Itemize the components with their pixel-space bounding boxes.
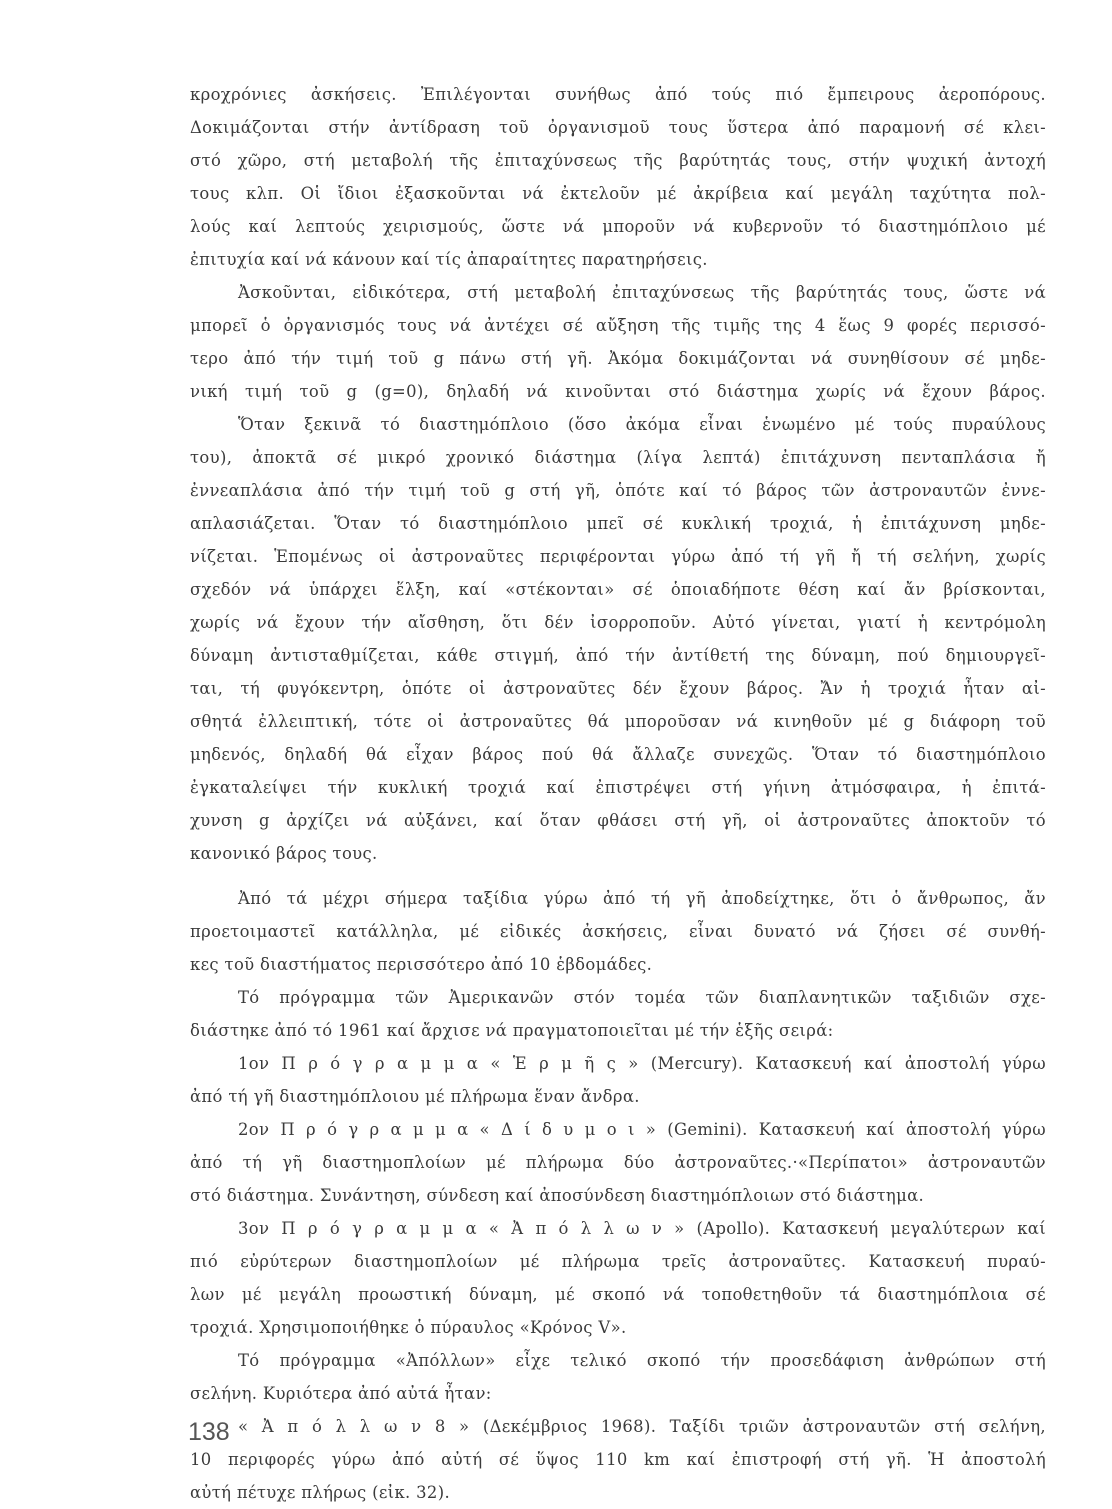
text-column xyxy=(190,78,1046,1509)
text-line: μηδενός, δηλαδή θά εἶχαν βάρος πού θά ἄλλαζε συνεχῶς. Ὅταν τό διαστημόπλοιο xyxy=(190,745,1046,764)
text-line: χυνση g ἀρχίζει νά αὐξάνει, καί ὅταν φθάσει στή γῆ, οἱ ἀστροναῦτες ἀποκτοῦν τό xyxy=(190,811,1046,830)
text-line: τροχιά. Χρησιμοποιήθηκε ὁ πύραυλος «Κρόνος V». xyxy=(190,1318,627,1337)
text-line: χωρίς νά ἔχουν τήν αἴσθηση, ὅτι δέν ἰσορροποῦν. Αὐτό γίνεται, γιατί ἡ κεντρόμολη xyxy=(190,613,1046,632)
text-line: σχεδόν νά ὑπάρχει ἕλξη, καί «στέκονται» σέ ὁποιαδήποτε θέση καί ἄν βρίσκονται, xyxy=(190,580,1046,599)
text-line: του), ἀποκτᾶ σέ μικρό χρονικό διάστημα (λίγα λεπτά) ἐπιτάχυνση πενταπλάσια ἤ xyxy=(190,448,1046,467)
text-line: διάστηκε ἀπό τό 1961 καί ἄρχισε νά πραγματοποιεῖται μέ τήν ἑξῆς σειρά: xyxy=(190,1021,834,1040)
text-line: λούς καί λεπτούς χειρισμούς, ὥστε νά μποροῦν νά κυβερνοῦν τό διαστημόπλοιο μέ xyxy=(190,217,1046,236)
text-line: ἐννεαπλάσια ἀπό τήν τιμή τοῦ g στή γῆ, ὁπότε καί τό βάρος τῶν ἀστροναυτῶν ἐννε- xyxy=(190,481,1046,500)
text-line: σελήνη. Κυριότερα ἀπό αὐτά ἦταν: xyxy=(190,1384,492,1403)
text-line: Τό πρόγραμμα τῶν Ἀμερικανῶν στόν τομέα τῶν διαπλανητικῶν ταξιδιῶν σχε- xyxy=(238,988,1046,1007)
text-line: κες τοῦ διαστήματος περισσότερο ἀπό 10 ἑβδομάδες. xyxy=(190,955,653,974)
text-line: 3ον Π ρ ό γ ρ α μ μ α « Ἀ π ό λ λ ω ν » (Apollo). Κατασκευή μεγαλύτερων καί xyxy=(238,1219,1046,1238)
text-line: μπορεῖ ὁ ὀργανισμός τους νά ἀντέχει σέ αὔξηση τῆς τιμῆς της 4 ἕως 9 φορές περισσό- xyxy=(190,316,1046,335)
text-line: νίζεται. Ἑπομένως οἱ ἀστροναῦτες περιφέρονται γύρω ἀπό τή γῆ ἤ τή σελήνη, χωρίς xyxy=(190,547,1046,566)
text-line: στό διάστημα. Συνάντηση, σύνδεση καί ἀποσύνδεση διαστημόπλοιων στό διάστημα. xyxy=(190,1186,925,1205)
text-line: κροχρόνιες ἀσκήσεις. Ἐπιλέγονται συνήθως ἀπό τούς πιό ἔμπειρους ἀεροπόρους. xyxy=(190,85,1046,104)
text-line: 1ον Π ρ ό γ ρ α μ μ α « Ἑ ρ μ ῆ ς » (Mercury). Κατασκευή καί ἀποστολή γύρω xyxy=(238,1054,1046,1073)
text-line: Ἀπό τά μέχρι σήμερα ταξίδια γύρω ἀπό τή γῆ ἀποδείχτηκε, ὅτι ὁ ἄνθρωπος, ἄν xyxy=(238,889,1046,908)
text-line: Ὅταν ξεκινᾶ τό διαστημόπλοιο (ὅσο ἀκόμα εἶναι ἑνωμένο μέ τούς πυραύλους xyxy=(238,415,1046,434)
text-line: ἀπό τή γῆ διαστημόπλοιου μέ πλήρωμα ἕναν ἄνδρα. xyxy=(190,1087,640,1106)
text-line: πιό εὐρύτερων διαστημοπλοίων μέ πλήρωμα τρεῖς ἀστροναῦτες. Κατασκευή πυραύ- xyxy=(190,1252,1046,1271)
paragraph-gap xyxy=(190,870,1046,882)
page-number: 138 xyxy=(188,1418,230,1446)
text-line: Δοκιμάζονται στήν ἀντίδραση τοῦ ὀργανισμοῦ τους ὕστερα ἀπό παραμονή σέ κλει- xyxy=(190,118,1046,137)
text-line: προετοιμαστεῖ κατάλληλα, μέ εἰδικές ἀσκήσεις, εἶναι δυνατό νά ζήσει σέ συνθή- xyxy=(190,922,1046,941)
text-line: τερο ἀπό τήν τιμή τοῦ g πάνω στή γῆ. Ἀκόμα δοκιμάζονται νά συνηθίσουν σέ μηδε- xyxy=(190,349,1046,368)
text-line: απλασιάζεται. Ὅταν τό διαστημόπλοιο μπεῖ σέ κυκλική τροχιά, ἡ ἐπιτάχυνση μηδε- xyxy=(190,514,1046,533)
text-line: τους κλπ. Οἱ ἴδιοι ἐξασκοῦνται νά ἐκτελοῦν μέ ἀκρίβεια καί μεγάλη ταχύτητα πολ- xyxy=(190,184,1046,203)
text-line: ται, τή φυγόκεντρη, ὁπότε οἱ ἀστροναῦτες δέν ἔχουν βάρος. Ἄν ἡ τροχιά ἦταν αἰ- xyxy=(190,679,1046,698)
text-line: σθητά ἐλλειπτική, τότε οἱ ἀστροναῦτες θά μποροῦσαν νά κινηθοῦν μέ g διάφορη τοῦ xyxy=(190,712,1046,731)
text-line: Τό πρόγραμμα «Ἀπόλλων» εἶχε τελικό σκοπό τήν προσεδάφιση ἀνθρώπων στή xyxy=(238,1351,1046,1370)
text-line: ἐγκαταλείψει τήν κυκλική τροχιά καί ἐπιστρέψει στή γήινη ἀτμόσφαιρα, ἡ ἐπιτά- xyxy=(190,778,1046,797)
text-line: λων μέ μεγάλη προωστική δύναμη, μέ σκοπό νά τοποθετηθοῦν τά διαστημόπλοια σέ xyxy=(190,1285,1046,1304)
text-line: αὐτή πέτυχε πλήρως (εἰκ. 32). xyxy=(190,1483,451,1502)
text-line: κανονικό βάρος τους. xyxy=(190,844,378,863)
text-line: « Ἀ π ό λ λ ω ν 8 » (Δεκέμβριος 1968). Ταξίδι τριῶν ἀστροναυτῶν στή σελήνη, xyxy=(238,1417,1046,1436)
text-line: νική τιμή τοῦ g (g=0), δηλαδή νά κινοῦνται στό διάστημα χωρίς νά ἔχουν βάρος. xyxy=(190,382,1046,401)
text-line: 10 περιφορές γύρω ἀπό αὐτή σέ ὕψος 110 km καί ἐπιστροφή στή γῆ. Ἡ ἀποστολή xyxy=(190,1450,1046,1469)
text-line: ἐπιτυχία καί νά κάνουν καί τίς ἀπαραίτητες παρατηρήσεις. xyxy=(190,250,708,269)
text-line: Ἀσκοῦνται, εἰδικότερα, στή μεταβολή ἐπιταχύνσεως τῆς βαρύτητάς τους, ὥστε νά xyxy=(238,283,1046,302)
text-line: 2ον Π ρ ό γ ρ α μ μ α « Δ ί δ υ μ ο ι » (Gemini). Κατασκευή καί ἀποστολή γύρω xyxy=(238,1120,1046,1139)
text-line: ἀπό τή γῆ διαστημοπλοίων μέ πλήρωμα δύο ἀστροναῦτες.·«Περίπατοι» ἀστροναυτῶν xyxy=(190,1153,1046,1172)
text-line: στό χῶρο, στή μεταβολή τῆς ἐπιταχύνσεως τῆς βαρύτητάς τους, στήν ψυχική ἀντοχή xyxy=(190,151,1046,170)
text-line: δύναμη ἀντισταθμίζεται, κάθε στιγμή, ἀπό τήν ἀντίθετή της δύναμη, πού δημιουργεῖ- xyxy=(190,646,1046,665)
